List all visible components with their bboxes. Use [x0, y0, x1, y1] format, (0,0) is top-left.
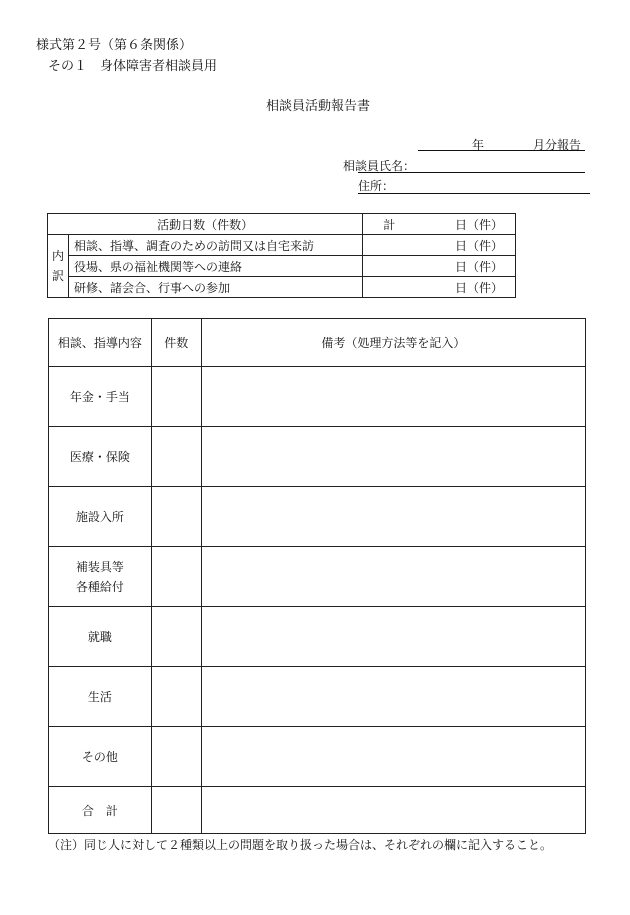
table-row — [48, 277, 516, 298]
category-label: 補装具等 各種給付 — [49, 547, 152, 607]
address-label: 住所： — [358, 179, 395, 193]
table-row — [49, 427, 586, 487]
activity-row-label: 研修、諸会合、行事への参加 — [68, 277, 362, 298]
count-cell[interactable] — [151, 367, 201, 427]
table-row — [49, 667, 586, 727]
page-title: 相談員活動報告書 — [266, 99, 371, 114]
remarks-cell[interactable] — [201, 427, 585, 487]
table-row — [49, 319, 586, 367]
category-label: 医療・保険 — [49, 427, 152, 487]
activity-unit: 日（件） — [454, 217, 503, 232]
remarks-cell[interactable] — [201, 667, 585, 727]
activity-row-value[interactable]: 日（件） — [363, 277, 516, 298]
footnote: （注）同じ人に対して２種類以上の問題を取り扱った場合は、それぞれの欄に記入すること。 — [48, 838, 553, 852]
table-row — [49, 787, 586, 834]
consultation-table — [48, 318, 586, 834]
count-cell[interactable] — [151, 607, 201, 667]
activity-header-label: 活動日数（件数） — [48, 214, 363, 235]
total-count-cell[interactable] — [151, 787, 201, 834]
report-year-label: 年 — [472, 138, 485, 152]
total-label: 合 計 — [49, 787, 152, 834]
category-label: 生活 — [49, 667, 152, 727]
category-label: 施設入所 — [49, 487, 152, 547]
counselor-name-label: 相談員氏名： — [343, 159, 416, 173]
table-row — [49, 607, 586, 667]
remarks-cell[interactable] — [201, 487, 585, 547]
table-row — [48, 235, 516, 256]
activity-row-label: 相談、指導、調査のための訪問又は自宅来訪 — [68, 235, 362, 256]
form-number: 様式第２号（第６条関係） — [36, 38, 193, 53]
form-subtitle: その１ 身体障害者相談員用 — [48, 59, 218, 74]
category-label: 年金・手当 — [49, 367, 152, 427]
count-cell[interactable] — [151, 547, 201, 607]
count-cell[interactable] — [151, 727, 201, 787]
report-month-label: 月分報告 — [533, 138, 582, 152]
report-period-underline — [418, 150, 585, 151]
total-remarks-cell[interactable] — [201, 787, 585, 834]
table-row — [49, 727, 586, 787]
activity-row-value[interactable]: 日（件） — [363, 256, 516, 277]
count-cell[interactable] — [151, 667, 201, 727]
table-row — [49, 487, 586, 547]
table-row — [49, 367, 586, 427]
remarks-cell[interactable] — [201, 607, 585, 667]
column-header-count: 件数 — [151, 319, 201, 367]
activity-row-value[interactable]: 日（件） — [363, 235, 516, 256]
activity-total-label: 計 — [383, 217, 396, 232]
breakdown-label: 内 訳 — [48, 235, 69, 298]
table-row — [49, 547, 586, 607]
activity-row-label: 役場、県の福祉機関等への連絡 — [68, 256, 362, 277]
table-row — [48, 256, 516, 277]
activity-total-cell[interactable] — [363, 214, 516, 235]
count-cell[interactable] — [151, 427, 201, 487]
counselor-name-field[interactable] — [358, 172, 585, 173]
column-header-remarks: 備考（処理方法等を記入） — [201, 319, 585, 367]
count-cell[interactable] — [151, 487, 201, 547]
column-header-content: 相談、指導内容 — [49, 319, 152, 367]
remarks-cell[interactable] — [201, 547, 585, 607]
remarks-cell[interactable] — [201, 727, 585, 787]
table-row — [48, 214, 516, 235]
address-field[interactable] — [358, 193, 590, 194]
activity-days-table — [47, 213, 516, 298]
category-label: その他 — [49, 727, 152, 787]
category-label: 就職 — [49, 607, 152, 667]
remarks-cell[interactable] — [201, 367, 585, 427]
